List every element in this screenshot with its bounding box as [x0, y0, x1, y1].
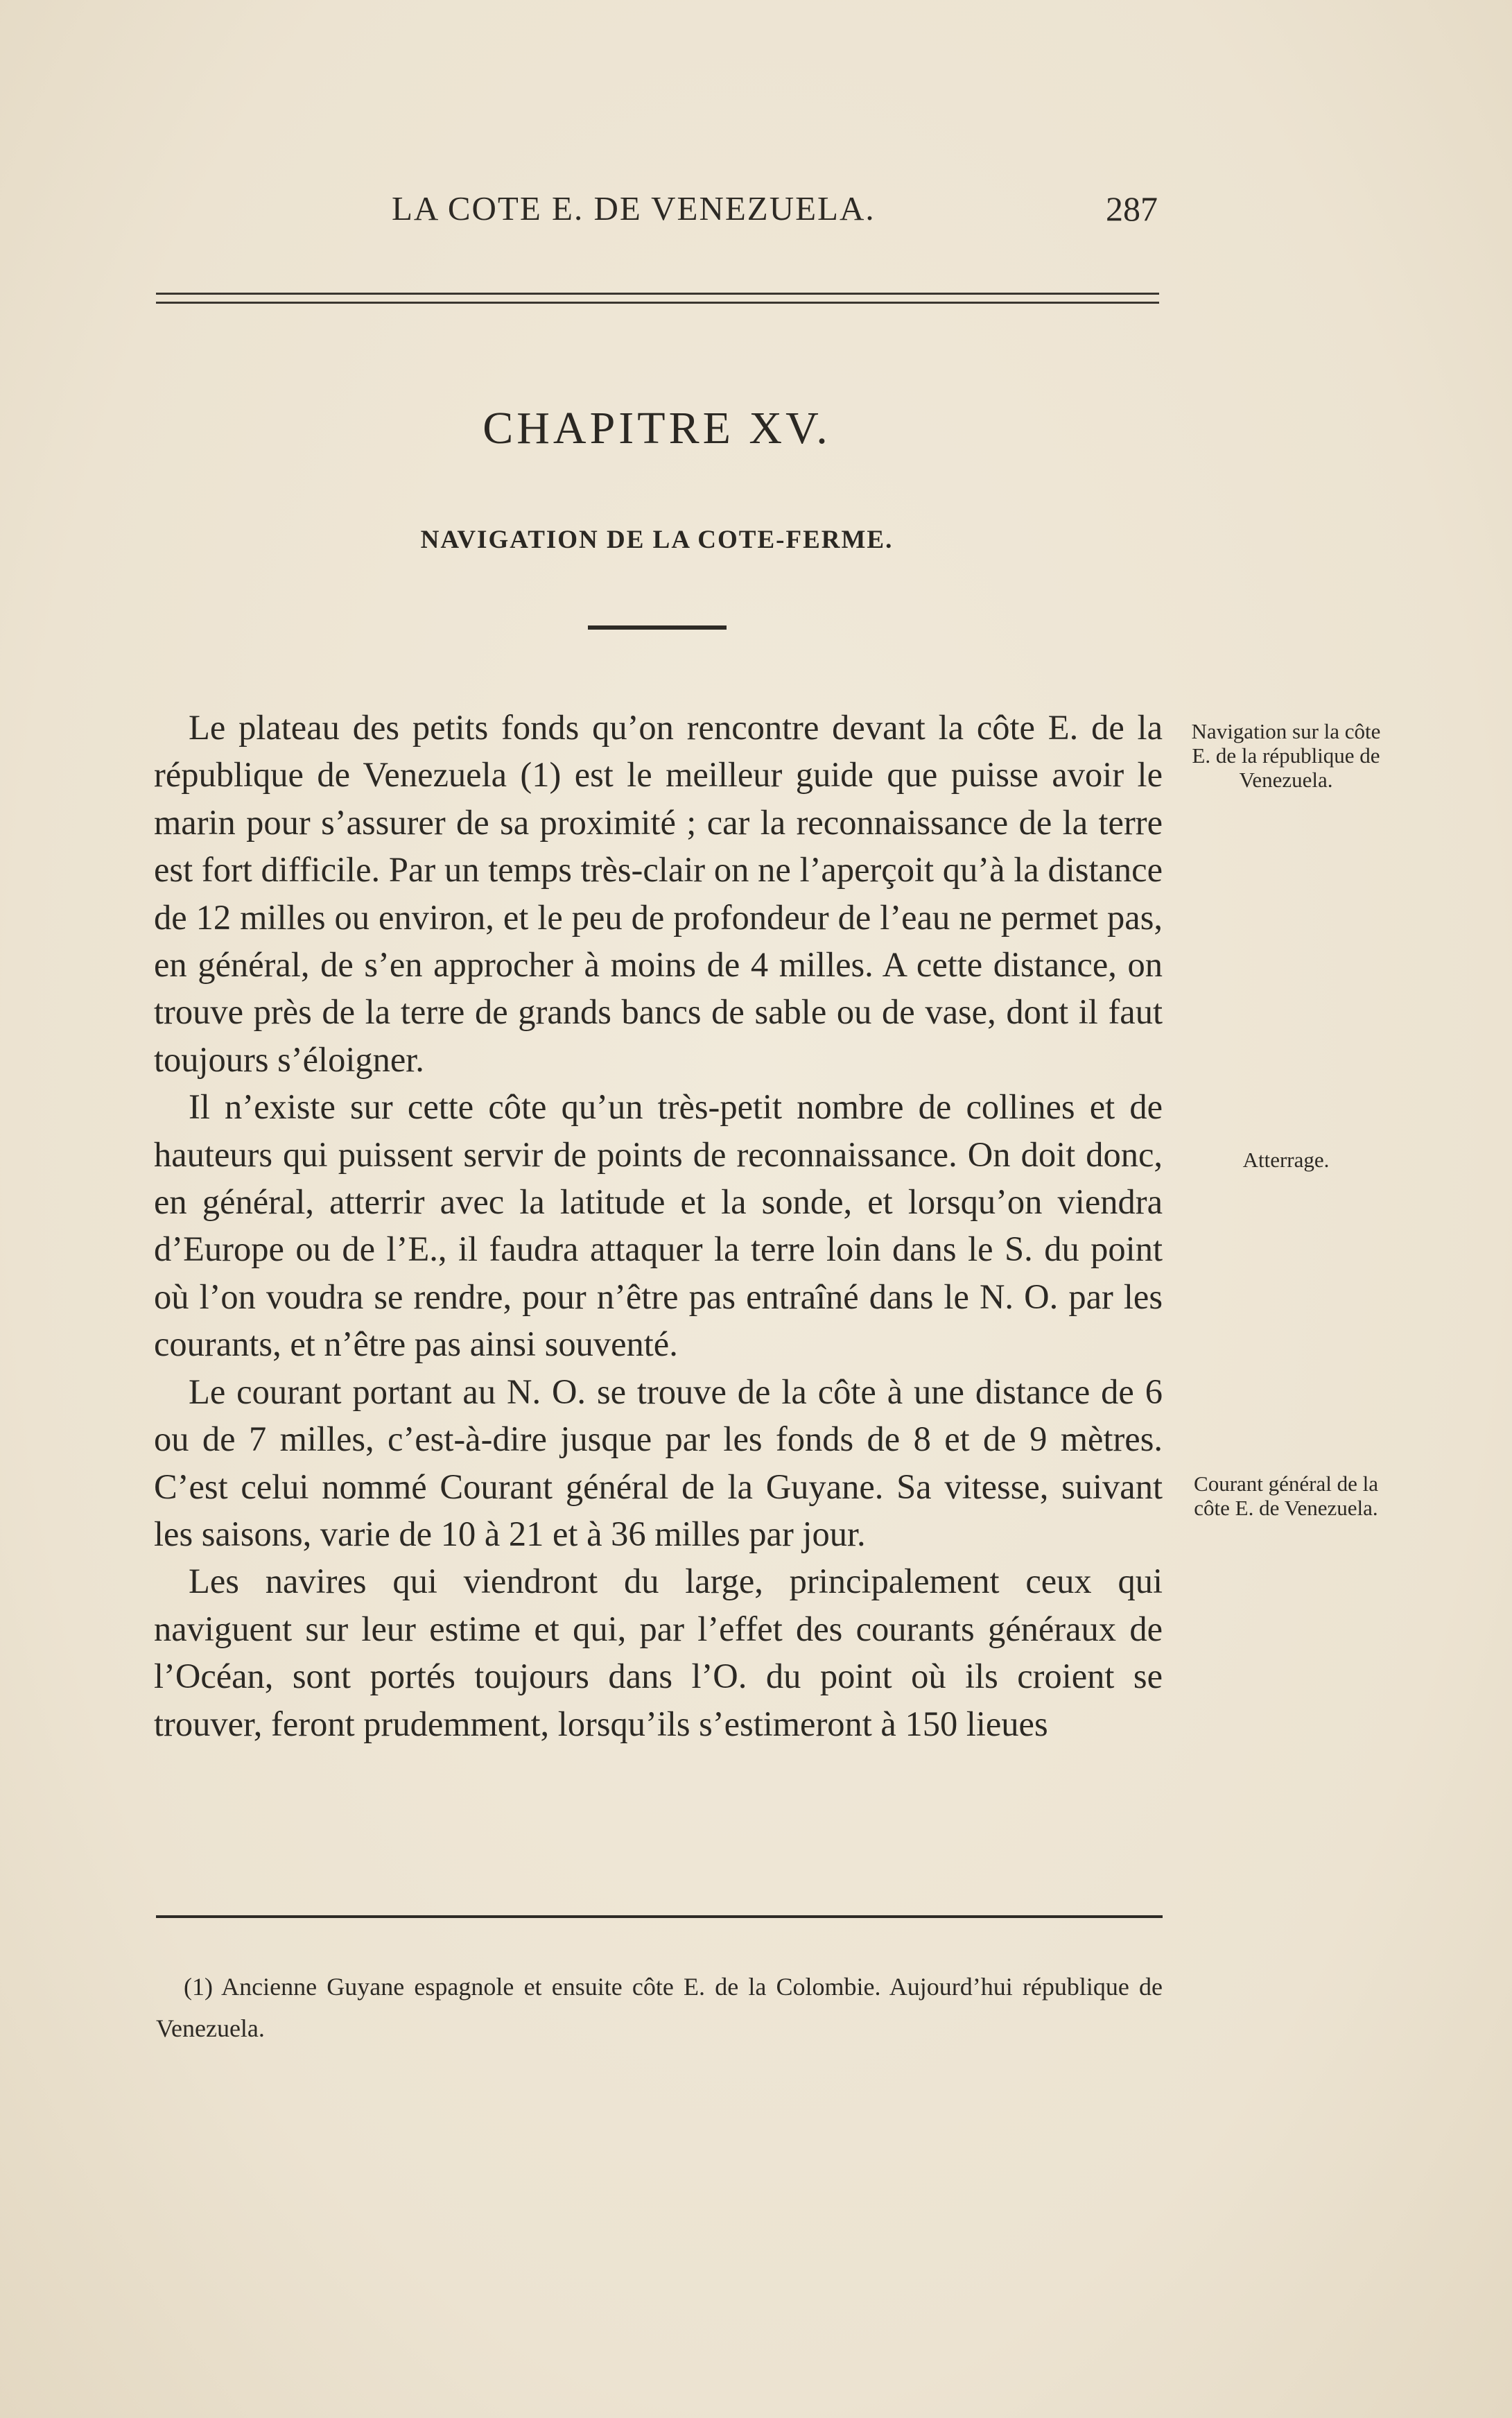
running-head-title: LA COTE E. DE VENEZUELA.: [392, 189, 876, 227]
header-double-rule: [156, 293, 1159, 304]
margin-note-courant: Courant général de la côte E. de Venezuela.: [1194, 1471, 1378, 1520]
chapter-subtitle: NAVIGATION DE LA COTE-FERME.: [420, 526, 894, 554]
footnote-rule: [156, 1915, 1163, 1918]
page-number: 287: [1106, 189, 1158, 228]
margin-note-navigation: Navigation sur la côte E. de la république de Venezuela.: [1191, 719, 1381, 792]
paragraph: Les navires qui viendront du large, principalement ceux qui naviguent sur leur estime et qui, par l’effet des courants généraux de l’Océan, sont portés toujours dans l’O. du point où ils croient se trouver, feront prudemment, lorsqu’ils s’estimeront à 150 lieues: [154, 1562, 1163, 1743]
paragraph: Le plateau des petits fonds qu’on rencontre devant la côte E. de la république de Venezuela (1) est le meilleur guide que puisse avoir le marin pour s’assurer de sa proximité ; car la reconnaissance de la terre est fort difficile. Par un temps très-clair on ne l’aperçoit qu’à la distance de 12 milles ou environ, et le peu de profondeur de l’eau ne permet pas, en général, de s’en approcher à moins de 4 milles. A cette distance, on trouve près de la terre de grands bancs de sable ou de vase, dont il faut toujours s’éloigner.: [154, 708, 1163, 1079]
paragraph: Il n’existe sur cette côte qu’un très-petit nombre de collines et de hauteurs qui puissent servir de points de reconnaissance. On doit donc, en général, atterrir avec la latitude et la sonde, et lorsqu’on viendra d’Europe ou de l’E., il faudra attaquer la terre loin dans le S. du point où l’on voudra se rendre, pour n’être pas entraîné dans le N. O. par les courants, et n’être pas ainsi souventé.: [154, 1087, 1163, 1364]
footnote: (1) Ancienne Guyane espagnole et ensuite côte E. de la Colombie. Aujourd’hui république de Venezuela.: [156, 1973, 1163, 2042]
body-text: [154, 704, 1163, 1747]
paragraph: Le courant portant au N. O. se trouve de la côte à une distance de 6 ou de 7 milles, c’est-à-dire jusque par les fonds de 8 et de 9 mètres. C’est celui nommé Courant général de la Guyane. Sa vitesse, suivant les saisons, varie de 10 à 21 et à 36 milles par jour.: [154, 1372, 1163, 1553]
chapter-separator-rule: [588, 625, 727, 630]
chapter-title: CHAPITRE XV.: [483, 403, 831, 454]
running-head: [156, 189, 1158, 244]
margin-note-atterrage: Atterrage.: [1242, 1148, 1330, 1172]
